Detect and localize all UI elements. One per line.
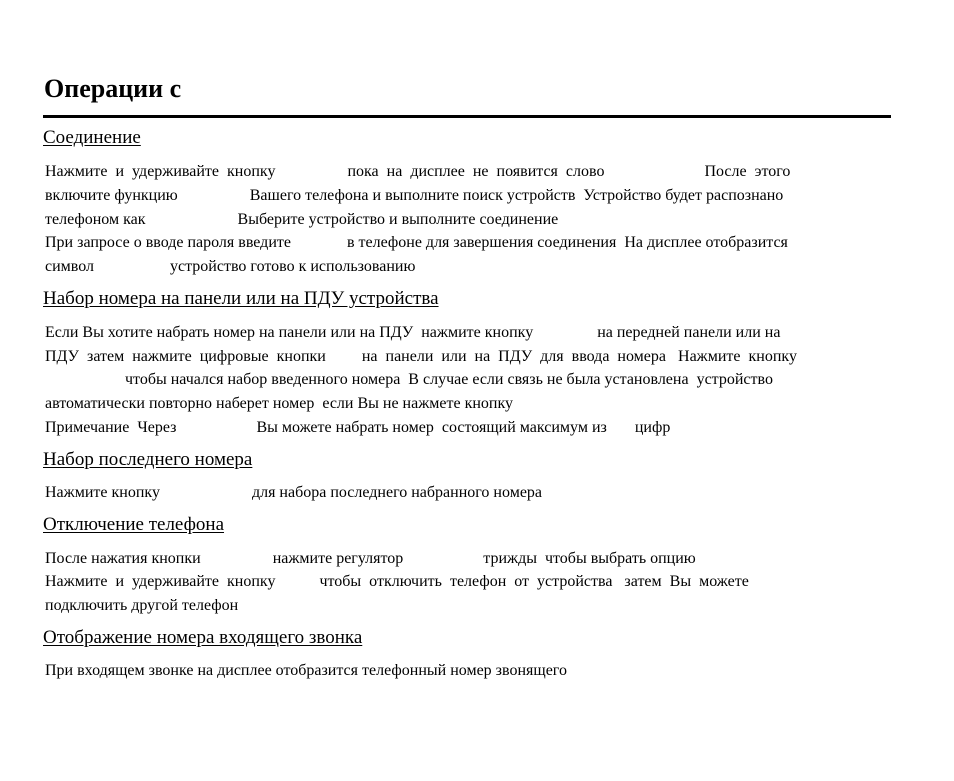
paragraph-line: автоматически повторно наберет номер если Вы не нажмете кнопку [45,395,514,412]
paragraph-line: чтобы начался набор введенного номера В случае если связь не была установлена устройство [45,371,773,388]
paragraph-line: Нажмите кнопку для набора последнего набранного номера [45,484,543,501]
section-heading-caller-id: Отображение номера входящего звонка [43,627,363,648]
paragraph-line: При запросе о вводе пароля введите в телефоне для завершения соединения На дисплее отобразится [45,234,788,251]
title-divider [43,115,891,118]
section-heading-connection: Соединение [43,127,141,148]
paragraph-line: Если Вы хотите набрать номер на панели или на ПДУ нажмите кнопку на передней панели или на [45,324,781,341]
paragraph-line: символ устройство готово к использованию [45,258,416,275]
paragraph-line: При входящем звонке на дисплее отобразится телефонный номер звонящего [45,662,567,679]
paragraph-line: Нажмите и удерживайте кнопку пока на дисплее не появится слово После этого [45,163,791,180]
note-line: Примечание Через Вы можете набрать номер состоящий максимум из цифр [45,419,671,436]
paragraph-line: Нажмите и удерживайте кнопку чтобы отключить телефон от устройства затем Вы можете [45,573,749,590]
section-heading-dialing: Набор номера на панели или на ПДУ устройства [43,288,439,309]
section-heading-redial: Набор последнего номера [43,449,253,470]
section-heading-disconnect: Отключение телефона [43,514,225,535]
page-title: Операции с [44,74,182,103]
paragraph-line: ПДУ затем нажмите цифровые кнопки на панели или на ПДУ для ввода номера Нажмите кнопку [45,348,797,365]
paragraph-line: включите функцию Вашего телефона и выполните поиск устройств Устройство будет распознано [45,187,784,204]
paragraph-line: телефоном как Выберите устройство и выполните соединение [45,211,559,228]
paragraph-line: После нажатия кнопки нажмите регулятор трижды чтобы выбрать опцию [45,550,696,567]
paragraph-line: подключить другой телефон [45,597,239,614]
